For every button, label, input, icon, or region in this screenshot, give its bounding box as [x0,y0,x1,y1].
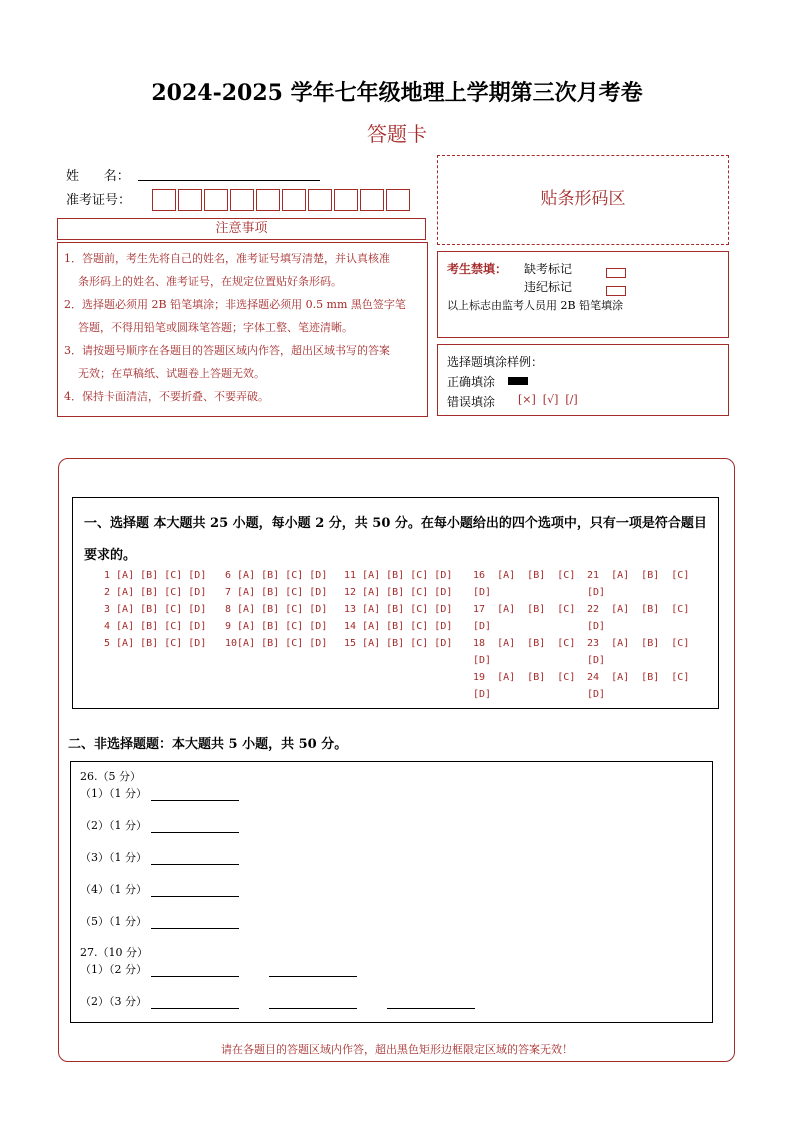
answer-blank[interactable] [151,852,239,865]
notice-box [57,242,428,417]
notice-item: 3．请按题号顺序在各题目的答题区域内作答，超出区域书写的答案 [64,344,390,357]
q27-part-row [80,993,475,1009]
mc-column-5 [587,567,689,703]
mc-column-2 [225,567,327,652]
q27-part-row [80,961,357,977]
q27-part-label: （1）（2 分） [80,963,147,976]
mc-question-row[interactable]: [D] [473,621,492,632]
footer-warning: 请在各题目的答题区域内作答，超出黑色矩形边框限定区域的答案无效！ [221,1043,573,1056]
mc-question-row[interactable]: 6 [A] [B] [C] [D] [225,570,328,581]
answer-blank[interactable] [387,996,475,1009]
wrong-marks: [×] [√] [/] [518,393,578,406]
notice-item: 无效；在草稿纸、试题卷上答题无效。 [64,367,265,380]
mc-question-row[interactable]: 21 [A] [B] [C] [587,570,690,581]
mc-question-row[interactable]: 24 [A] [B] [C] [587,672,690,683]
absent-label: 缺考标记 [524,262,573,276]
mc-question-row[interactable]: 19 [A] [B] [C] [473,672,576,683]
id-digit-box[interactable] [308,189,332,211]
mc-question-row[interactable]: 16 [A] [B] [C] [473,570,576,581]
candidate-id-boxes[interactable] [152,189,412,211]
forbid-note: 以上标志由监考人员用 2B 铅笔填涂 [447,299,624,312]
mc-question-row[interactable]: [D] [587,621,606,632]
answer-blank[interactable] [269,996,357,1009]
id-digit-box[interactable] [360,189,384,211]
mc-question-row[interactable]: 17 [A] [B] [C] [473,604,576,615]
notice-item: 条形码上的姓名、准考证号，在规定位置贴好条形码。 [64,275,342,288]
mc-question-row[interactable]: [D] [587,655,606,666]
mc-question-row[interactable]: [D] [473,587,492,598]
id-digit-box[interactable] [256,189,280,211]
q26-part-row [80,817,239,833]
mc-question-row[interactable]: 12 [A] [B] [C] [D] [344,587,453,598]
mc-question-row[interactable]: 5 [A] [B] [C] [D] [104,638,207,649]
answer-blank[interactable] [151,788,239,801]
q26-label: 26.（5 分） [80,770,141,783]
correct-label: 正确填涂 [447,375,496,389]
mc-question-row[interactable]: 7 [A] [B] [C] [D] [225,587,328,598]
id-digit-box[interactable] [204,189,228,211]
mc-question-row[interactable]: 18 [A] [B] [C] [473,638,576,649]
mc-question-row[interactable]: 22 [A] [B] [C] [587,604,690,615]
mc-question-row[interactable]: 4 [A] [B] [C] [D] [104,621,207,632]
answer-blank[interactable] [151,884,239,897]
id-digit-box[interactable] [178,189,202,211]
mc-question-row[interactable]: 1 [A] [B] [C] [D] [104,570,207,581]
violation-label: 违纪标记 [524,280,573,294]
exam-title: 2024-2025 学年七年级地理上学期第三次月考卷 [151,80,643,106]
mc-question-row[interactable]: 23 [A] [B] [C] [587,638,690,649]
q27-part-label: （2）（3 分） [80,995,147,1008]
mc-question-row[interactable]: 15 [A] [B] [C] [D] [344,638,453,649]
section2-heading: 二、非选择题题：本大题共 5 小题，共 50 分。 [68,737,348,752]
forbid-heading: 考生禁填： [447,262,508,276]
sample-heading: 选择题填涂样例： [447,355,544,369]
answer-blank[interactable] [151,996,239,1009]
id-digit-box[interactable] [152,189,176,211]
mc-question-row[interactable]: [D] [473,689,492,700]
id-label: 准考证号： [66,193,132,208]
id-digit-box[interactable] [230,189,254,211]
id-digit-box[interactable] [386,189,410,211]
q26-part-label: （4）（1 分） [80,883,147,896]
barcode-area: 贴条形码区 [437,155,729,245]
fill-sample-box [437,344,729,416]
mc-column-1 [104,567,206,652]
mc-question-row[interactable]: 8 [A] [B] [C] [D] [225,604,328,615]
q26-part-label: （2）（1 分） [80,819,147,832]
filled-bubble-icon [508,377,528,385]
name-label: 姓 名： [66,169,130,184]
mc-question-row[interactable]: [D] [587,587,606,598]
q26-part-label: （5）（1 分） [80,915,147,928]
mc-question-row[interactable]: 9 [A] [B] [C] [D] [225,621,328,632]
mc-column-4 [473,567,575,703]
answer-blank[interactable] [151,820,239,833]
answer-blank[interactable] [151,916,239,929]
examiner-only-box [437,251,729,338]
mc-question-row[interactable]: [D] [587,689,606,700]
q27-label: 27.（10 分） [80,946,148,959]
mc-question-row[interactable]: 14 [A] [B] [C] [D] [344,621,453,632]
mc-question-row[interactable]: 10[A] [B] [C] [D] [225,638,328,649]
q26-part-row [80,913,239,929]
answer-blank[interactable] [151,964,239,977]
q26-part-label: （1）（1 分） [80,787,147,800]
id-digit-box[interactable] [334,189,358,211]
notice-item: 答题，不得用铅笔或圆珠笔答题；字体工整、笔迹清晰。 [64,321,353,334]
notice-item: 4．保持卡面清洁，不要折叠、不要弄破。 [64,390,269,403]
answer-blank[interactable] [269,964,357,977]
name-field[interactable] [138,180,320,181]
q26-part-row [80,785,239,801]
absent-mark-box[interactable] [606,262,626,281]
answer-sheet-subtitle: 答题卡 [367,122,427,146]
mc-heading: 一、选择题 本大题共 25 小题，每小题 2 分，共 50 分。在每小题给出的四个选项中，只有一项是符合题目要求的。 [84,516,707,563]
mc-question-row[interactable]: 2 [A] [B] [C] [D] [104,587,207,598]
mc-question-row[interactable]: 11 [A] [B] [C] [D] [344,570,453,581]
mc-question-row[interactable]: [D] [473,655,492,666]
mc-question-row[interactable]: 3 [A] [B] [C] [D] [104,604,207,615]
mc-question-row[interactable]: 13 [A] [B] [C] [D] [344,604,453,615]
id-digit-box[interactable] [282,189,306,211]
wrong-label: 错误填涂 [447,395,496,409]
notice-item: 1．答题前，考生先将自己的姓名，准考证号填写清楚，并认真核准 [64,252,390,265]
q26-part-row [80,849,239,865]
notice-heading: 注意事项 [57,218,426,240]
notice-item: 2．选择题必须用 2B 铅笔填涂；非选择题必须用 0.5 mm 黑色签字笔 [64,298,406,311]
q26-part-label: （3）（1 分） [80,851,147,864]
mc-column-3 [344,567,452,652]
q26-part-row [80,881,239,897]
